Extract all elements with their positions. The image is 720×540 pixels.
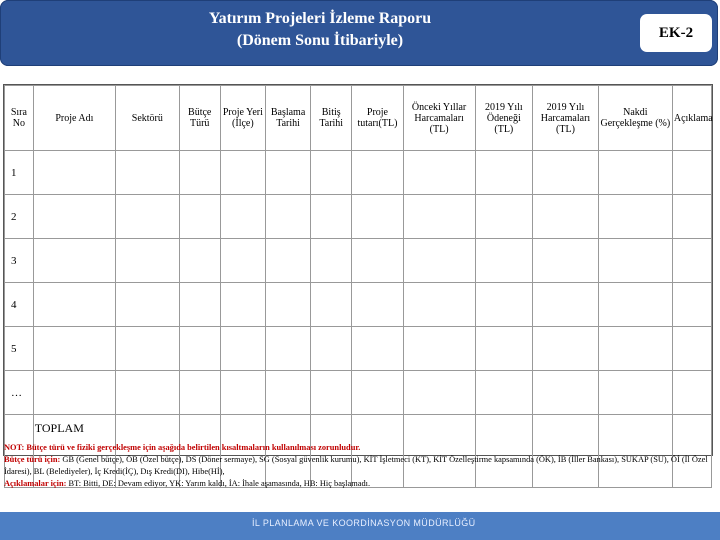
table-cell[interactable] [475, 371, 533, 415]
table-cell[interactable] [533, 239, 599, 283]
table-cell[interactable] [475, 151, 533, 195]
report-title-line1: Yatırım Projeleri İzleme Raporu [208, 10, 432, 27]
table-cell[interactable] [533, 151, 599, 195]
footer-institution: İL PLANLAMA VE KOORDİNASYON MÜDÜRLÜĞÜ [252, 518, 476, 528]
table-cell[interactable] [220, 283, 265, 327]
row-number: 5 [5, 327, 34, 371]
explanation-label: Açıklamalar için: [4, 479, 67, 488]
table-cell[interactable] [179, 239, 220, 283]
table-row [5, 195, 712, 239]
table-header-row [5, 86, 712, 151]
table-cell[interactable] [115, 195, 179, 239]
table-cell[interactable] [265, 151, 310, 195]
annex-badge: EK-2 [640, 14, 712, 52]
table-cell[interactable] [672, 283, 711, 327]
row-number: 4 [5, 283, 34, 327]
table-cell[interactable] [220, 151, 265, 195]
col-header-onceki-yillar: Önceki Yıllar Harcamaları (TL) [403, 86, 475, 151]
table-cell[interactable] [672, 327, 711, 371]
table-row [5, 371, 712, 415]
col-header-butce-turu: Bütçe Türü [179, 86, 220, 151]
table-cell[interactable] [265, 195, 310, 239]
table-cell[interactable] [598, 327, 672, 371]
table-cell[interactable] [265, 239, 310, 283]
explanation-text: BT: Bitti, DE: Devam ediyor, YK: Yarım kaldı, İA: İhale aşamasında, HB: Hiç başlamadı. [66, 479, 371, 488]
table-cell[interactable] [33, 327, 115, 371]
table-row [5, 151, 712, 195]
col-header-bitis-tarihi: Bitiş Tarihi [311, 86, 352, 151]
table-cell[interactable] [352, 371, 403, 415]
table-cell[interactable] [403, 283, 475, 327]
table-cell[interactable] [598, 283, 672, 327]
table-cell[interactable] [598, 195, 672, 239]
table-cell[interactable] [311, 195, 352, 239]
budget-type-label: Bütçe türü için: [4, 455, 61, 464]
table-cell[interactable] [179, 195, 220, 239]
table-cell[interactable] [598, 151, 672, 195]
table-cell[interactable] [352, 327, 403, 371]
table-cell[interactable] [352, 283, 403, 327]
report-title-line2: (Dönem Sonu İtibariyle) [236, 32, 404, 49]
table-cell[interactable] [403, 195, 475, 239]
table-cell[interactable] [533, 327, 599, 371]
table-cell[interactable] [533, 371, 599, 415]
col-header-proje-tutari: Proje tutarı(TL) [352, 86, 403, 151]
table-cell[interactable] [403, 239, 475, 283]
table-cell[interactable] [33, 283, 115, 327]
table-cell[interactable] [115, 239, 179, 283]
table-cell[interactable] [115, 371, 179, 415]
col-header-nakdi-gerceklesme: Nakdi Gerçekleşme (%) [598, 86, 672, 151]
table-cell[interactable] [220, 195, 265, 239]
table-cell[interactable] [220, 239, 265, 283]
col-header-baslama-tarihi: Başlama Tarihi [265, 86, 310, 151]
project-table [3, 84, 713, 456]
table-cell[interactable] [533, 195, 599, 239]
table-cell[interactable] [403, 151, 475, 195]
col-header-proje-adi: Proje Adı [33, 86, 115, 151]
table-row [5, 239, 712, 283]
table-cell[interactable] [311, 371, 352, 415]
table-cell[interactable] [33, 371, 115, 415]
table-cell[interactable] [179, 151, 220, 195]
table-cell[interactable] [403, 327, 475, 371]
table-cell[interactable] [475, 327, 533, 371]
col-header-sektoru: Sektörü [115, 86, 179, 151]
table-row [5, 327, 712, 371]
col-header-sira-no: Sıra No [5, 86, 34, 151]
table-cell[interactable] [352, 195, 403, 239]
row-number: 3 [5, 239, 34, 283]
total-label: TOPLAM [33, 415, 115, 488]
budget-type-text: GB (Genel bütçe), ÖB (Özel bütçe), DS (Döner sermaye), SG (Sosyal güvenlik kurumu), KİT İşletmeci (KT), KİT Özelleştirme kapsamında (ÖK), İB (İller Bankası), SUKAP (SU), Öİ (İl Özel İdaresi), BL (Belediyeler), İç Kredi(İÇ), Dış Kredi(DI), Hibe(Hİ), [4, 455, 708, 476]
row-number: … [5, 371, 34, 415]
table-cell[interactable] [115, 151, 179, 195]
table-cell[interactable] [403, 371, 475, 415]
table-cell[interactable] [33, 151, 115, 195]
table-cell[interactable] [672, 371, 711, 415]
table-cell[interactable] [311, 327, 352, 371]
table-cell[interactable] [311, 239, 352, 283]
table-cell[interactable] [533, 283, 599, 327]
table-cell[interactable] [672, 195, 711, 239]
col-header-2019-harcamalari: 2019 Yılı Harcamaları (TL) [533, 86, 599, 151]
report-title-banner [0, 0, 718, 66]
table-cell[interactable] [598, 371, 672, 415]
col-header-proje-yeri: Proje Yeri (İlçe) [220, 86, 265, 151]
table-cell[interactable] [672, 151, 711, 195]
report-title [120, 8, 520, 52]
table-cell[interactable] [265, 327, 310, 371]
table-cell[interactable] [220, 327, 265, 371]
table-cell[interactable] [352, 239, 403, 283]
table-cell[interactable] [265, 283, 310, 327]
row-number: 2 [5, 195, 34, 239]
table-cell[interactable] [115, 327, 179, 371]
table-cell[interactable] [672, 239, 711, 283]
table-cell[interactable] [352, 151, 403, 195]
table-cell[interactable] [179, 327, 220, 371]
table-cell[interactable] [33, 239, 115, 283]
table-cell[interactable] [179, 283, 220, 327]
table-cell[interactable] [475, 195, 533, 239]
table-cell[interactable] [115, 283, 179, 327]
table-cell[interactable] [33, 195, 115, 239]
table-cell[interactable] [475, 239, 533, 283]
abbreviation-note [4, 442, 716, 490]
table-cell[interactable] [475, 283, 533, 327]
col-header-2019-odenegi: 2019 Yılı Ödeneği (TL) [475, 86, 533, 151]
table-cell[interactable] [179, 371, 220, 415]
table-row [5, 283, 712, 327]
table-cell[interactable] [265, 371, 310, 415]
table-cell[interactable] [311, 283, 352, 327]
table-cell[interactable] [598, 239, 672, 283]
col-header-aciklama: Açıklama [672, 86, 711, 151]
row-number: 1 [5, 151, 34, 195]
note-heading: NOT: Bütçe türü ve fiziki gerçekleşme için aşağıda belirtilen kısaltmaların kullanılması zorunludur. [4, 443, 361, 452]
table-cell[interactable] [311, 151, 352, 195]
table-cell[interactable] [220, 371, 265, 415]
